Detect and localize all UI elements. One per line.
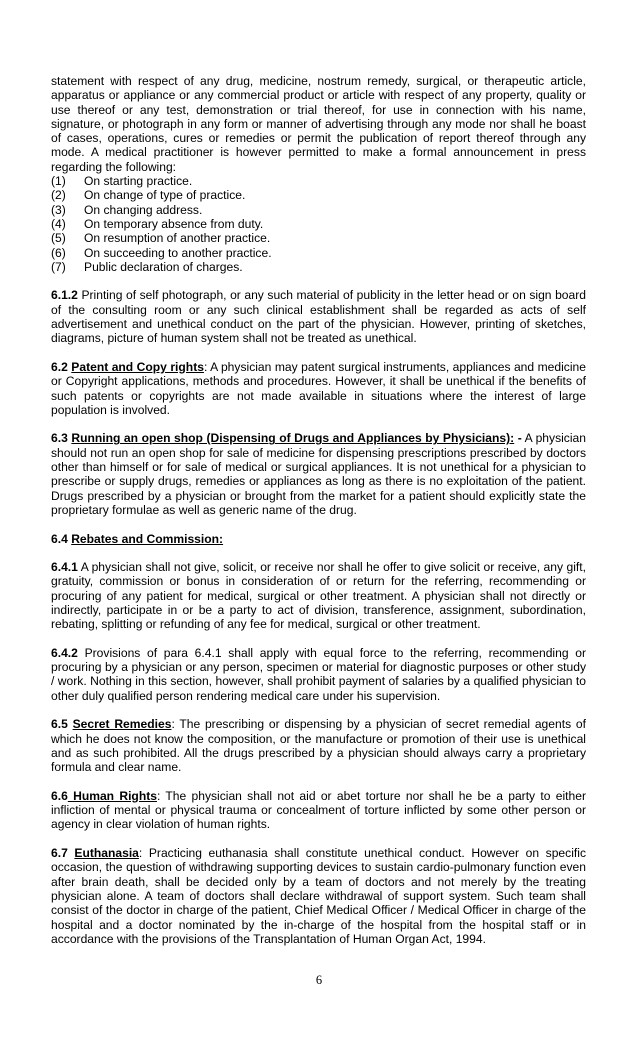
intro-paragraph: statement with respect of any drug, medicine, nostrum remedy, surgical, or therapeutic article, apparatus or appliance or any commercial product or article with respect of any property, quality or use thereof or any test, demonstration or trial thereof, for use in connection with his name, signature, or photograph in any form or manner of advertising through any mode nor shall he boast of cases, operations, cures or remedies or permit the publication of report thereof through any mode. A medical practitioner is however permitted to make a formal announcement in press regarding the following: <box>51 74 586 174</box>
section-number: 6.2 <box>51 359 68 374</box>
section-6-4 <box>51 532 586 546</box>
list-item: (6) On succeeding to another practice. <box>51 245 272 260</box>
list-item: (5) On resumption of another practice. <box>51 231 271 246</box>
section-text: : A physician may patent surgical instruments, appliances and medicine or Copyright applications, methods and procedures. However, it shall be unethical if the benefits of such patents or copyrights are not made available in situations where the interest of large population is involved. <box>51 359 586 417</box>
list-item: (7) Public declaration of charges. <box>51 259 243 274</box>
list-item: (4) On temporary absence from duty. <box>51 216 264 231</box>
section-title: Euthanasia <box>74 846 139 861</box>
announcement-list <box>51 174 586 274</box>
section-6-2 <box>51 360 586 417</box>
section-6-5 <box>51 717 586 774</box>
section-title: Secret Remedies <box>72 717 172 732</box>
section-title: Running an open shop (Dispensing of Drugs and Appliances by Physicians): <box>71 431 515 446</box>
section-6-3 <box>51 431 586 517</box>
section-number: 6.4.2 <box>51 645 78 660</box>
section-number: 6.4 <box>51 531 68 546</box>
section-text: A physician shall not give, solicit, or receive nor shall he offer to give solicit or receive, any gift, gratuity, commission or bonus in consideration of or return for the referring, recommending or procuring of any patient for medical, surgical or other treatment. A physician shall not directly or indirectly, participate in or be a party to act of division, transference, assignment, subordination, rebating, splitting or refunding of any fee for medical, surgical or other treatment. <box>51 560 586 632</box>
document-body <box>51 74 586 960</box>
section-title: Patent and Copy rights <box>71 359 204 374</box>
section-6-4-1 <box>51 560 586 631</box>
section-text: Printing of self photograph, or any such material of publicity in the letter head or on sign board of the consulting room or any such clinical establishment shall be regarded as acts of self advertisement and unethical conduct on the part of the physician. However, printing of sketches, diagrams, picture of human system shall not be treated as unethical. <box>51 288 586 346</box>
section-number: 6.7 <box>51 846 68 861</box>
section-dash: - <box>514 431 522 446</box>
section-6-4-2 <box>51 646 586 703</box>
section-6-1-2 <box>51 288 586 345</box>
section-number: 6.6 <box>51 788 68 803</box>
section-6-7 <box>51 846 586 946</box>
section-text: : The physician shall not aid or abet torture nor shall he be a party to either infliction of mental or physical trauma or concealment of torture inflicted by some other person or agency in clear violation of human rights. <box>51 788 586 832</box>
section-6-6 <box>51 789 586 832</box>
section-text: A physician should not run an open shop for sale of medicine for dispensing prescriptions prescribed by doctors other than himself or for sale of medical or surgical appliances. It is not unethical for a physician to prescribe or supply drugs, remedies or appliances as long as there is no exploitation of the patient. Drugs prescribed by a physician or brought from the market for a patient should explicitly state the proprietary formulae as well as generic name of the drug. <box>51 431 586 517</box>
list-item: (1) On starting practice. <box>51 174 193 189</box>
list-item: (2) On change of type of practice. <box>51 188 246 203</box>
section-number: 6.1.2 <box>51 288 78 303</box>
section-number: 6.4.1 <box>51 560 78 575</box>
page-number: 6 <box>315 973 323 987</box>
section-title: Rebates and Commission: <box>71 531 224 546</box>
section-text: : Practicing euthanasia shall constitute unethical conduct. However on specific occasion, the question of withdrawing supporting devices to sustain cardio-pulmonary function even after brain death, shall be decided only by a team of doctors and not merely by the treating physician alone. A team of doctors shall declare withdrawal of support system. Such team shall consist of the doctor in charge of the patient, Chief Medical Officer / Medical Officer in charge of the hospital and a doctor nominated by the in-charge of the hospital from the hospital staff or in accordance with the provisions of the Transplantation of Human Organ Act, 1994. <box>51 846 586 946</box>
section-text: Provisions of para 6.4.1 shall apply with equal force to the referring, recommending or procuring by a physician or any person, specimen or material for diagnostic purposes or other study / work. Nothing in this section, however, shall prohibit payment of salaries by a qualified physician to other duly qualified person rendering medical care under his supervision. <box>51 645 586 703</box>
section-number: 6.5 <box>51 717 68 732</box>
section-title: Human Rights <box>67 788 157 803</box>
section-number: 6.3 <box>51 431 68 446</box>
section-text: : The prescribing or dispensing by a physician of secret remedial agents of which he does not know the composition, or the manufacture or promotion of their use is unethical and as such prohibited. All the drugs prescribed by a physician should always carry a proprietary formula and clear name. <box>51 717 586 775</box>
list-item: (3) On changing address. <box>51 202 203 217</box>
